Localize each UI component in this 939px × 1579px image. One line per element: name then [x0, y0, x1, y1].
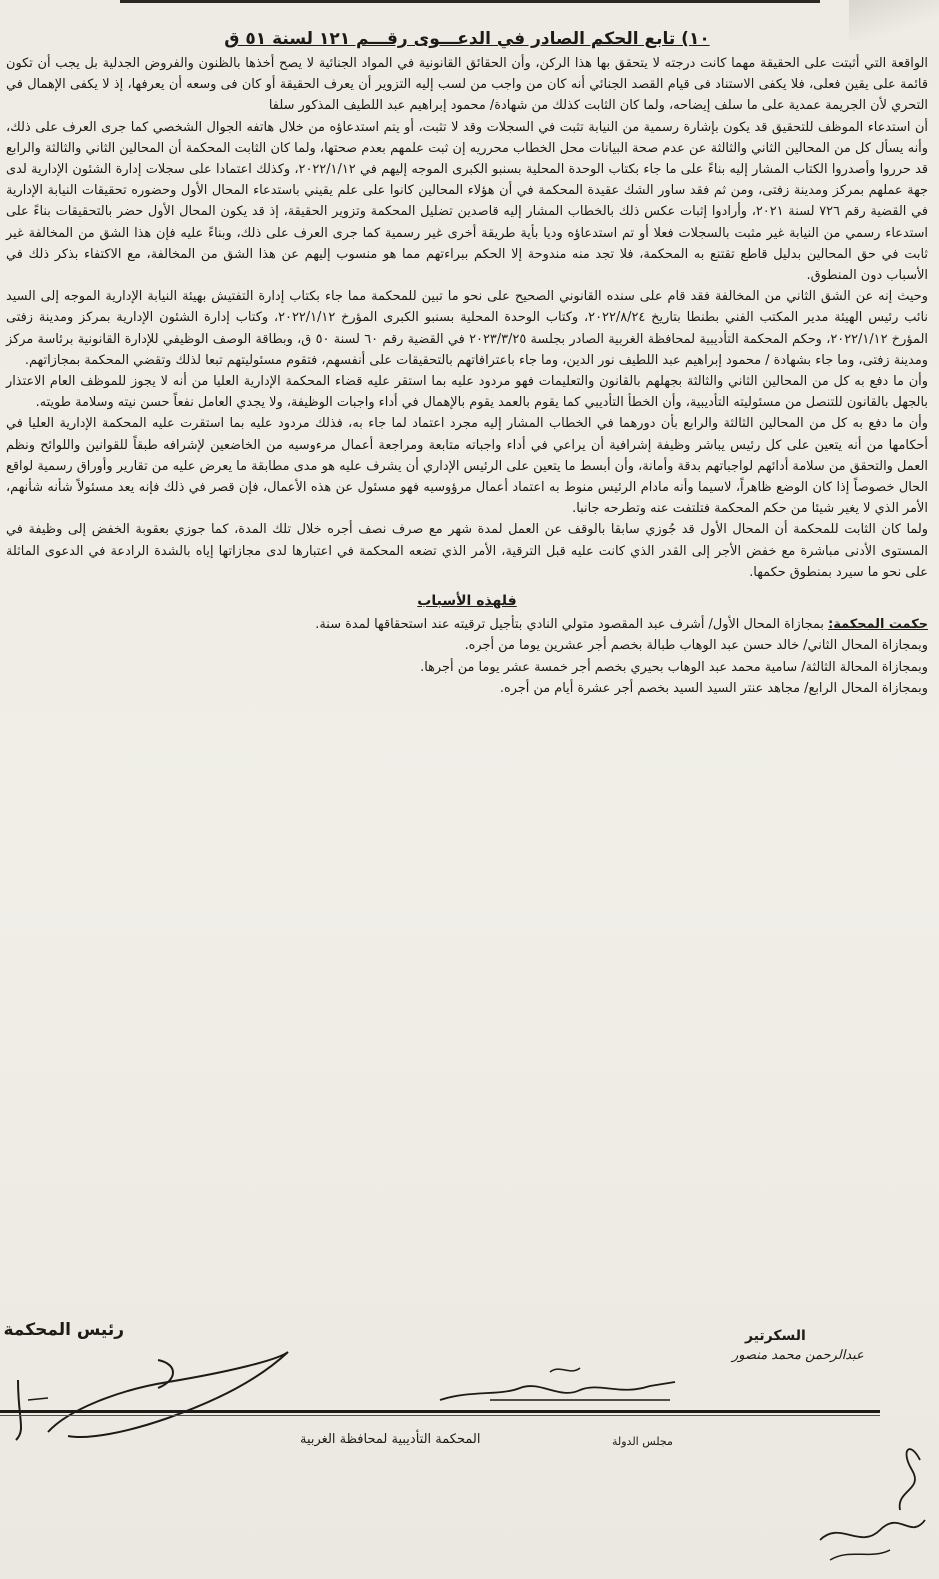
- handwritten-note: [800, 1420, 935, 1570]
- ruling-line-2: وبمجازاة المحال الثاني/ خالد حسن عبد الوهاب طبالة بخصم أجر عشرين يوما من أجره.: [464, 638, 928, 654]
- paragraph-3: وحيث إنه عن الشق الثاني من المخالفة فقد قام على سنده القانوني الصحيح على نحو ما تبين للمحكمة مما جاء بكتاب إدارة التفتيش بهيئة النيابة الإدارية الموجه إلى السيد نائب رئيس الهيئة مدير المكتب الفني بطنطا بتاريخ ٢٠٢٢/٨/٢٤، وكتاب الوحدة المحلية بسنبو الكبرى المؤرخ ٢٠٢٢/١/١٢، وكتاب إدارة الشئون الإدارية بمركز ومدينة زفتى المؤرخ ٢٠٢٢/١/١٢، وحكم المحكمة التأديبية لمحافظة الغربية الصادر بجلسة ٢٠٢٣/٣/٢٥ في القضية رقم ٦٠ لسنة ٥٠ ق، وبطاقة الوصف الوظيفي للإدارة القانونية برئاسة مركز ومدينة زفتى، وما جاء بشهادة / محمود إبراهيم عبد اللطيف نور الدين، وما جاء باعترافاتهم بالتحقيقات على أنفسهم، فتقوم مسئوليتهم تبعا لذلك وتقضي المحكمة بمجازاتهم.: [6, 289, 928, 368]
- paragraph-6: ولما كان الثابت للمحكمة أن المحال الأول قد جُوزي سابقا بالوقف عن العمل لمدة شهر مع صرف نصف أجره خلال تلك المدة، كما جوزي بعقوبة الخفض إلى وظيفة في المستوى الأدنى مباشرة مع خفض الأجر إلى القدر الذي كانت عليه قبل الترقية، الأمر الذي تضعه المحكمة في اعتبارها لدى مجازاتها إياه بالشدة الرادعة في الدعوى الماثلة على نحو ما سيرد بمنطوق حكمها.: [6, 522, 928, 580]
- clerk-signature: [430, 1360, 690, 1410]
- president-signature: [8, 1340, 298, 1450]
- court-stamp: المحكمة التأديبية لمحافظة الغربية: [300, 1432, 481, 1447]
- signature-area: [0, 1320, 939, 1579]
- paragraph-4: وأن ما دفع به كل من المحالين الثاني والثالثة بجهلهم بالقانون والتعليمات فهو مردود عليه بما استقر عليه قضاء المحكمة الإدارية العليا من أنه لا يجوز للموظف العام الاعتذار بالجهل بالقانون للتنصل من مسئوليته التأديبية، وأن الخطأ التأديبي كما يقوم بالعمد يقوم بالإهمال في أداء واجبات الوظيفة، ولا يجدي العامل نفعاً حسن نيته وسلامة طويته.: [6, 374, 928, 411]
- top-border: [120, 0, 820, 3]
- paragraph-1: الواقعة التي أثبتت على الحقيقة مهما كانت درجته لا يتحقق بها هذا الركن، وأن الحقائق القانونية في المواد الجنائية لا يصح أخذها بالظنون والفروض الجدلية بل يجب أن تكون قائمة على يقين فعلى، فلا يكفى الاستناد فى قيام القصد الجنائي أنه كان من واجب من لسب إليه التزوير أن يعرف الحقيقة أو كان فى وسعه أن يعرفها، إذ لا يكفى الإهمال في التحري لأن الجريمة عمدية على ما سلف إيضاحه، ولما كان الثابت كذلك من شهادة/ محمود إبراهيم عبد اللطيف المذكور سلفا: [6, 56, 928, 114]
- document-body: [6, 28, 928, 699]
- council-stamp: مجلس الدولة: [612, 1435, 673, 1448]
- document-title: ١٠) تابع الحكم الصادر في الدعـــوى رقـــم ١٢١ لسنة ٥١ ق: [224, 29, 710, 49]
- ruling-line-4: وبمجازاة المحال الرابع/ مجاهد عنتر السيد السيد بخصم أجر عشرة أيام من أجره.: [499, 680, 928, 696]
- ruling-lead: حكمت المحكمة:: [828, 617, 928, 633]
- footer-rule-thick: [0, 1410, 880, 1413]
- footer-rule-thin: [0, 1415, 880, 1416]
- ruling-text-1: بمجازاة المحال الأول/ أشرف عبد المقصود متولي النادي بتأجيل ترقيته عند استحقاقها لمدة سنة.: [315, 617, 825, 633]
- secretary-label: السكرتير: [745, 1328, 806, 1344]
- president-label: رئيس المحكمة: [3, 1320, 124, 1340]
- secretary-name: عبدالرحمن محمد منصور: [732, 1348, 864, 1363]
- ruling-line-3: وبمجازاة المحالة الثالثة/ سامية محمد عبد الوهاب بحيري بخصم أجر خمسة عشر يوما من أجرها.: [420, 659, 928, 675]
- paragraph-2: أن استدعاء الموظف للتحقيق قد يكون بإشارة رسمية من النيابة تثبت في السجلات وقد لا تثبت، أو يتم استدعاؤه من خلال هاتفه الجوال الشخصي كما جرى العرف على ذلك، وأنه يسأل كل من المحالين الثاني والثالثة عن عدم صحة البيانات محل الخطاب محرريه إن ثبت علمهم بعدم صحتها، ولما كان الثابت المحكمة أن المحالين الثاني والثالثة والرابع قد حرروا وأصدروا الكتاب المشار إليه بناءً على ما جاء بكتاب الوحدة المحلية بسنبو الكبرى الموجه إليهم في ٢٠٢٢/١/١٢، وكذلك اعتمادا على سجلات إدارة الشئون الإدارية لدى جهة عملهم بمركز ومدينة زفتى، ومن ثم فقد ساور الشك عقيدة المحكمة في أن هؤلاء المحالين كانوا على علم يقيني باستدعاء المحال الأول وحضوره تحقيقات النيابة الإدارية في القضية رقم ٧٢٦ لسنة ٢٠٢١، وأرادوا إثبات عكس ذلك بالخطاب المشار إليه قاصدين تضليل المحكمة وتزوير الحقيقة، إذ قد يكون المحال الأول حضر بالتحقيقات بناءً على استدعاء رسمي من النيابة غير مثبت بالسجلات فعلا أو تم استدعاؤه وديا بأية طريقة أخرى غير رسمية كما جرى العرف على ذلك، وبناءً عليه فإن هذا الشق من المخالفة غير ثابت في حق المحالين بدليل قاطع تقتنع به المحكمة، فلا تجد منه مندوحة إلا الحكم ببراءتهم مما هو منسوب إليهم عن هذا الشق من المخالفة، مع الاكتفاء بذكر ذلك في الأسباب دون المنطوق.: [6, 119, 929, 284]
- reasons-heading: فلهذه الأسباب: [417, 593, 517, 610]
- ruling-line-1: [6, 614, 928, 635]
- paragraph-5: وأن ما دفع به كل من المحالين الثالثة والرابع بأن دورهما في الخطاب المشار إليه مجرد اعتماد لما جاء به، فذلك مردود عليه بما استقرت عليه المحكمة الإدارية العليا في أحكامها من أنه يتعين على كل رئيس يباشر وظيفة إشرافية أن يراعي في أداء واجباته متابعة ومراجعة أعمال مرءوسيه من الخاضعين لإشرافه طبقاً للقوانين واللوائح ونظم العمل والتحقق من سلامة أدائهم لواجباتهم بدقة وأمانة، وأن أبسط ما يتعين على الرئيس الإداري أن يشرف عليه هو مدى مطابقة ما يعرض عليه من تقارير وأوراق رسمية لواقع الحال خصوصاً إذا كان الوضع ظاهراً، لاسيما وأنه مادام الرئيس منوط به اعتماد أعمال مرؤوسيه فهو مسئول عن هذه الأعمال، فإن قصر في ذلك فإنه يعد مسئولاً شأنه شأنهم، الأمر الذي لا يغير شيئا من حكم المحكمة فتلتفت عنه وتطرحه جانبا.: [6, 416, 928, 517]
